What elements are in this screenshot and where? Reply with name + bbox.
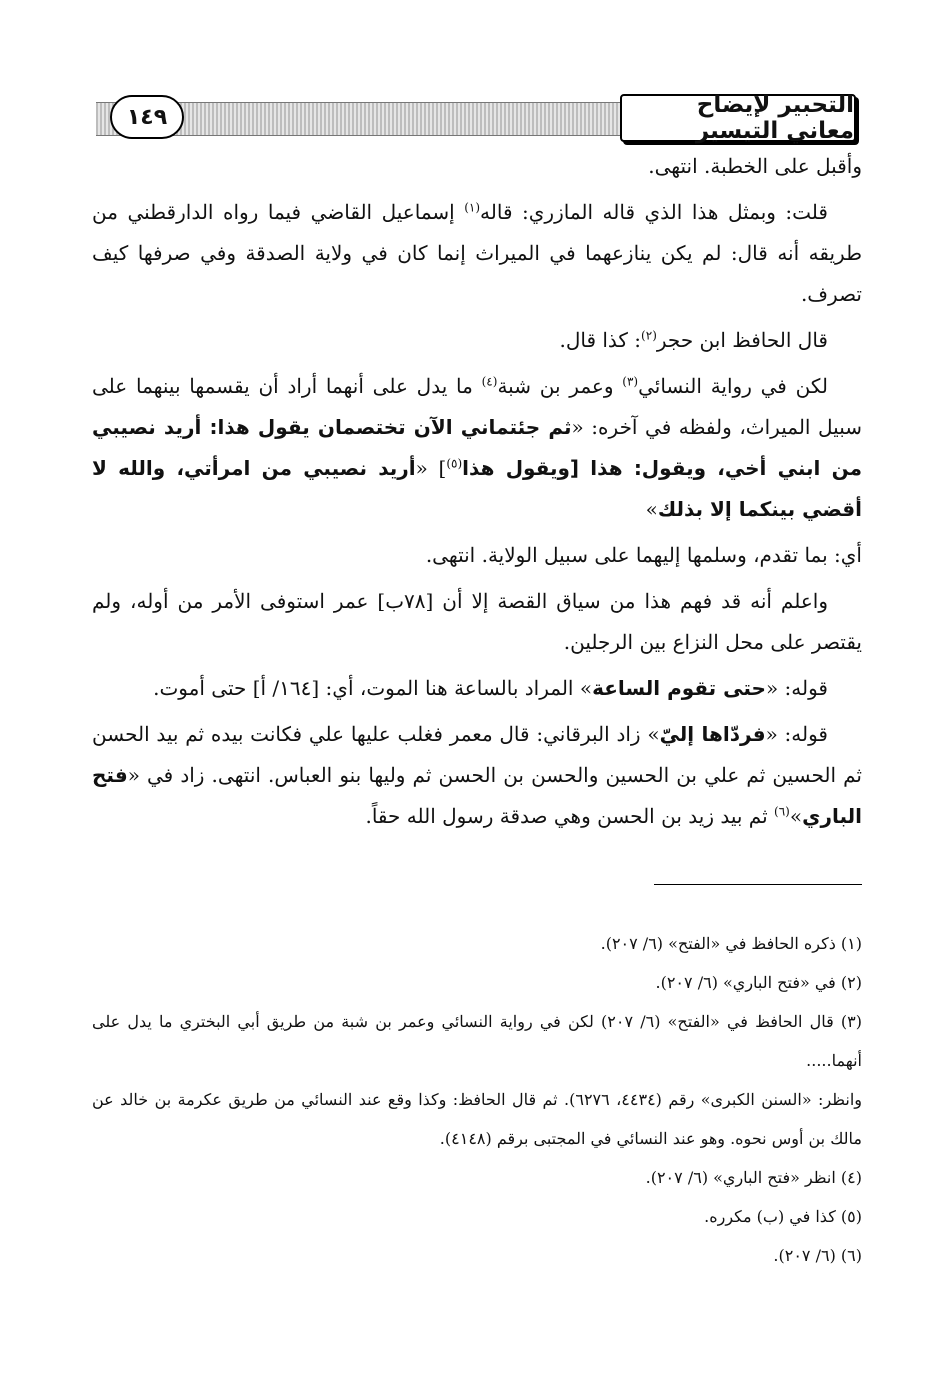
paragraph-2-text-b: إسماعيل القاضي فيما رواه الدارقطني من طريقه أنه قال: لم يكن ينازعهما في الميراث إنما كان في ولاية الصدقة وفي صرفها كيف تصرف.	[92, 200, 862, 306]
footnote-ref-6: (٦)	[774, 804, 790, 819]
hadith-quote-2: أريد نصيبي من امرأتي، والله لا أقضي بينكما إلا بذلك	[92, 456, 862, 521]
paragraph-4-text-c: ما يدل على أنهما أراد أن يقسمها بينهما على سبيل الميراث، ولفظه في آخره: «	[92, 374, 862, 439]
footnote-2: (٢) في «فتح الباري» (٦/ ٢٠٧).	[655, 973, 862, 992]
paragraph-2-text-a: قلت: وبمثل هذا الذي قاله المازري: قاله	[480, 200, 828, 224]
paragraph-1: وأقبل على الخطبة. انتهى.	[648, 154, 862, 178]
footnote-1: (١) ذكره الحافظ في «الفتح» (٦/ ٢٠٧).	[600, 934, 862, 953]
main-text	[92, 146, 862, 842]
page-number: ١٤٩	[110, 95, 184, 139]
hadith-quote-1: ثم جئتماني الآن تختصمان يقول هذا: أريد نصيبي من ابني أخي، ويقول: هذا [ويقول هذا	[92, 415, 863, 480]
book-title: التحبير لإيضاح معاني التيسير	[620, 94, 856, 142]
paragraph-8	[92, 714, 862, 837]
paragraph-3	[92, 320, 862, 361]
footnote-ref-4: (٤)	[481, 374, 498, 389]
paragraph-3-text-b: : كذا قال.	[559, 328, 642, 352]
paragraph-3-text-a: قال الحافظ ابن حجر	[656, 328, 828, 352]
footnote-ref-3: (٣)	[622, 374, 639, 389]
footnote-3-continued: وانظر: «السنن الكبرى» رقم (٤٤٣٤، ٦٢٧٦). ثم قال الحافظ: وكذا وقع عند النسائي من طريق عكرمة بن خالد عن مالك بن أوس نحوه. وهو عند النسائي في المجتبى برقم (٤١٤٨).	[92, 1090, 863, 1148]
footnote-6: (٦) (٦/ ٢٠٧).	[773, 1246, 862, 1265]
footnote-ref-1: (١)	[464, 200, 481, 215]
paragraph-5: أي: بما تقدم، وسلمها إليهما على سبيل الولاية. انتهى.	[425, 543, 862, 567]
footnote-5: (٥) كذا في (ب) مكرره.	[704, 1207, 862, 1226]
hadith-quote-3: حتى تقوم الساعة	[592, 676, 766, 700]
paragraph-8-text-b: » زاد البرقاني: قال معمر فغلب عليها علي فكانت بيده ثم بيد الحسن ثم الحسين ثم علي بن الحسين والحسن بن الحسن ثم وليها بنو العباس. انتهى. زاد في «	[92, 722, 862, 787]
footnote-ref-2: (٢)	[641, 328, 657, 343]
paragraph-4-text-e: »	[645, 497, 658, 521]
paragraph-8-text-d: ثم بيد زيد بن الحسن وهي صدقة رسول الله حقاً.	[365, 804, 775, 828]
footnote-4: (٤) انظر «فتح الباري» (٦/ ٢٠٧).	[645, 1168, 862, 1187]
paragraph-4-text-b: وعمر بن شبة	[497, 374, 623, 398]
paragraph-7	[92, 668, 862, 709]
header-decorative-band	[96, 102, 706, 136]
paragraph-2	[92, 192, 862, 315]
paragraph-4	[92, 366, 862, 530]
footnote-ref-5: (٥)	[446, 456, 463, 471]
hadith-quote-4: فردّاها إليّ	[659, 722, 766, 746]
paragraph-4-text-d: ] «	[415, 456, 447, 480]
paragraph-6: واعلم أنه قد فهم هذا من سياق القصة إلا أن [٧٨ب] عمر استوفى الأمر من أوله، ولم يقتصر على محل النزاع بين الرجلين.	[92, 589, 862, 654]
page-header	[96, 94, 856, 146]
footnotes	[92, 924, 862, 1275]
paragraph-8-text-c: »	[789, 804, 803, 828]
paragraph-7-text-b: » المراد بالساعة هنا الموت، أي: [١٦٤/ أ] حتى أموت.	[153, 676, 593, 700]
paragraph-4-text-a: لكن في رواية النسائي	[638, 374, 828, 398]
footnote-3: (٣) قال الحافظ في «الفتح» (٦/ ٢٠٧) لكن في رواية النسائي وعمر بن شبة من طريق أبي البختري ما يدل على أنهما.....	[92, 1012, 863, 1070]
book-reference: فتح الباري	[92, 763, 862, 828]
footnote-separator	[654, 884, 862, 885]
paragraph-8-text-a: قوله: «	[765, 722, 828, 746]
paragraph-7-text-a: قوله: «	[765, 676, 828, 700]
